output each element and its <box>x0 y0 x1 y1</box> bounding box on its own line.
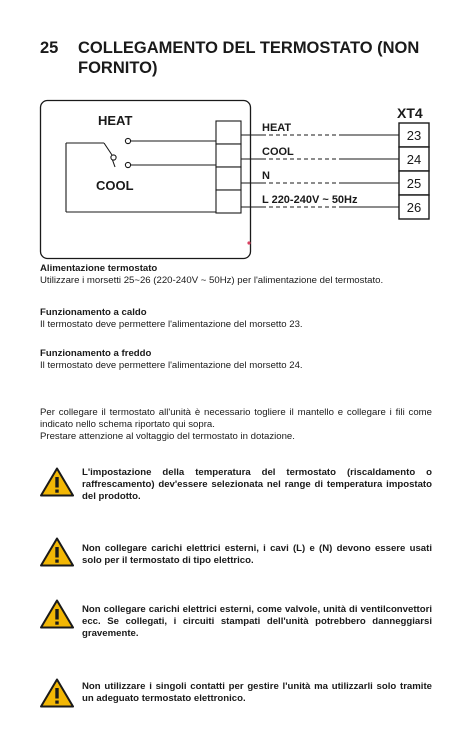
section-title-line1: COLLEGAMENTO DEL TERMOSTATO (NON <box>78 39 420 57</box>
section-number: 25 <box>40 39 59 57</box>
instructions-line-1: Per collegare il termostato all'unità è necessario togliere il mantello e collegare i fili come indicato nello schema riportato qui sopra. <box>40 407 432 430</box>
warning-block-1 <box>40 467 432 511</box>
warning-icon <box>40 599 74 629</box>
thermostat-heat-label: HEAT <box>98 113 133 128</box>
wire-label-heat: HEAT <box>262 122 292 134</box>
warning-text-3: Non collegare carichi elettrici esterni, come valvole, unità di ventilconvettori ecc. Se collegati, i circuiti stampati dell'unità potrebbero danneggiarsi gravemente. <box>82 604 432 640</box>
terminal-24: 24 <box>406 152 422 167</box>
wiring-diagram <box>0 0 457 265</box>
section-cooling <box>40 348 430 372</box>
warning-text-4: Non utilizzare i singoli contatti per gestire l'unità ma utilizzarli solo tramite un adeguato termostato elettronico. <box>82 681 432 705</box>
instructions-line-2: Prestare attenzione al voltaggio del termostato in dotazione. <box>40 431 295 442</box>
terminal-23: 23 <box>406 128 422 143</box>
section-heating-title: Funzionamento a caldo <box>40 307 147 318</box>
marker-dot <box>247 241 250 244</box>
warning-text-1: L'impostazione della temperatura del termostato (riscaldamento o raffrescamento) dev'essere selezionata nel range di temperatura impostato del prodotto. <box>82 467 432 503</box>
wire-label-n: N <box>262 170 270 182</box>
warning-icon <box>40 467 74 497</box>
thermostat-switch-icon <box>66 138 216 212</box>
section-power-body: Utilizzare i morsetti 25~26 (220-240V ~ 50Hz) per l'alimentazione del termostato. <box>40 275 384 286</box>
terminal-block-label: XT4 <box>397 105 423 121</box>
warning-icon <box>40 537 74 567</box>
warning-text-2: Non collegare carichi elettrici esterni, i cavi (L) e (N) devono essere usati solo per il termostato di tipo elettrico. <box>82 543 432 567</box>
warning-icon <box>40 678 74 708</box>
section-cooling-body: Il termostato deve permettere l'alimentazione del morsetto 24. <box>40 360 303 371</box>
section-title-line2: FORNITO) <box>78 59 158 77</box>
wire-label-cool: COOL <box>262 146 294 158</box>
section-heating <box>40 307 430 331</box>
thermostat-terminal-strip <box>216 121 241 213</box>
warning-block-4 <box>40 678 432 722</box>
section-power-title: Alimentazione termostato <box>40 263 158 274</box>
instructions <box>40 407 432 443</box>
terminal-26: 26 <box>406 200 422 215</box>
wire-label-l: L 220-240V ~ 50Hz <box>262 194 358 206</box>
thermostat-cool-label: COOL <box>96 178 134 193</box>
section-power <box>40 263 430 287</box>
section-heating-body: Il termostato deve permettere l'alimentazione del morsetto 23. <box>40 319 303 330</box>
section-cooling-title: Funzionamento a freddo <box>40 348 152 359</box>
terminal-25: 25 <box>406 176 422 191</box>
warning-block-3 <box>40 599 432 643</box>
warning-block-2 <box>40 537 432 581</box>
